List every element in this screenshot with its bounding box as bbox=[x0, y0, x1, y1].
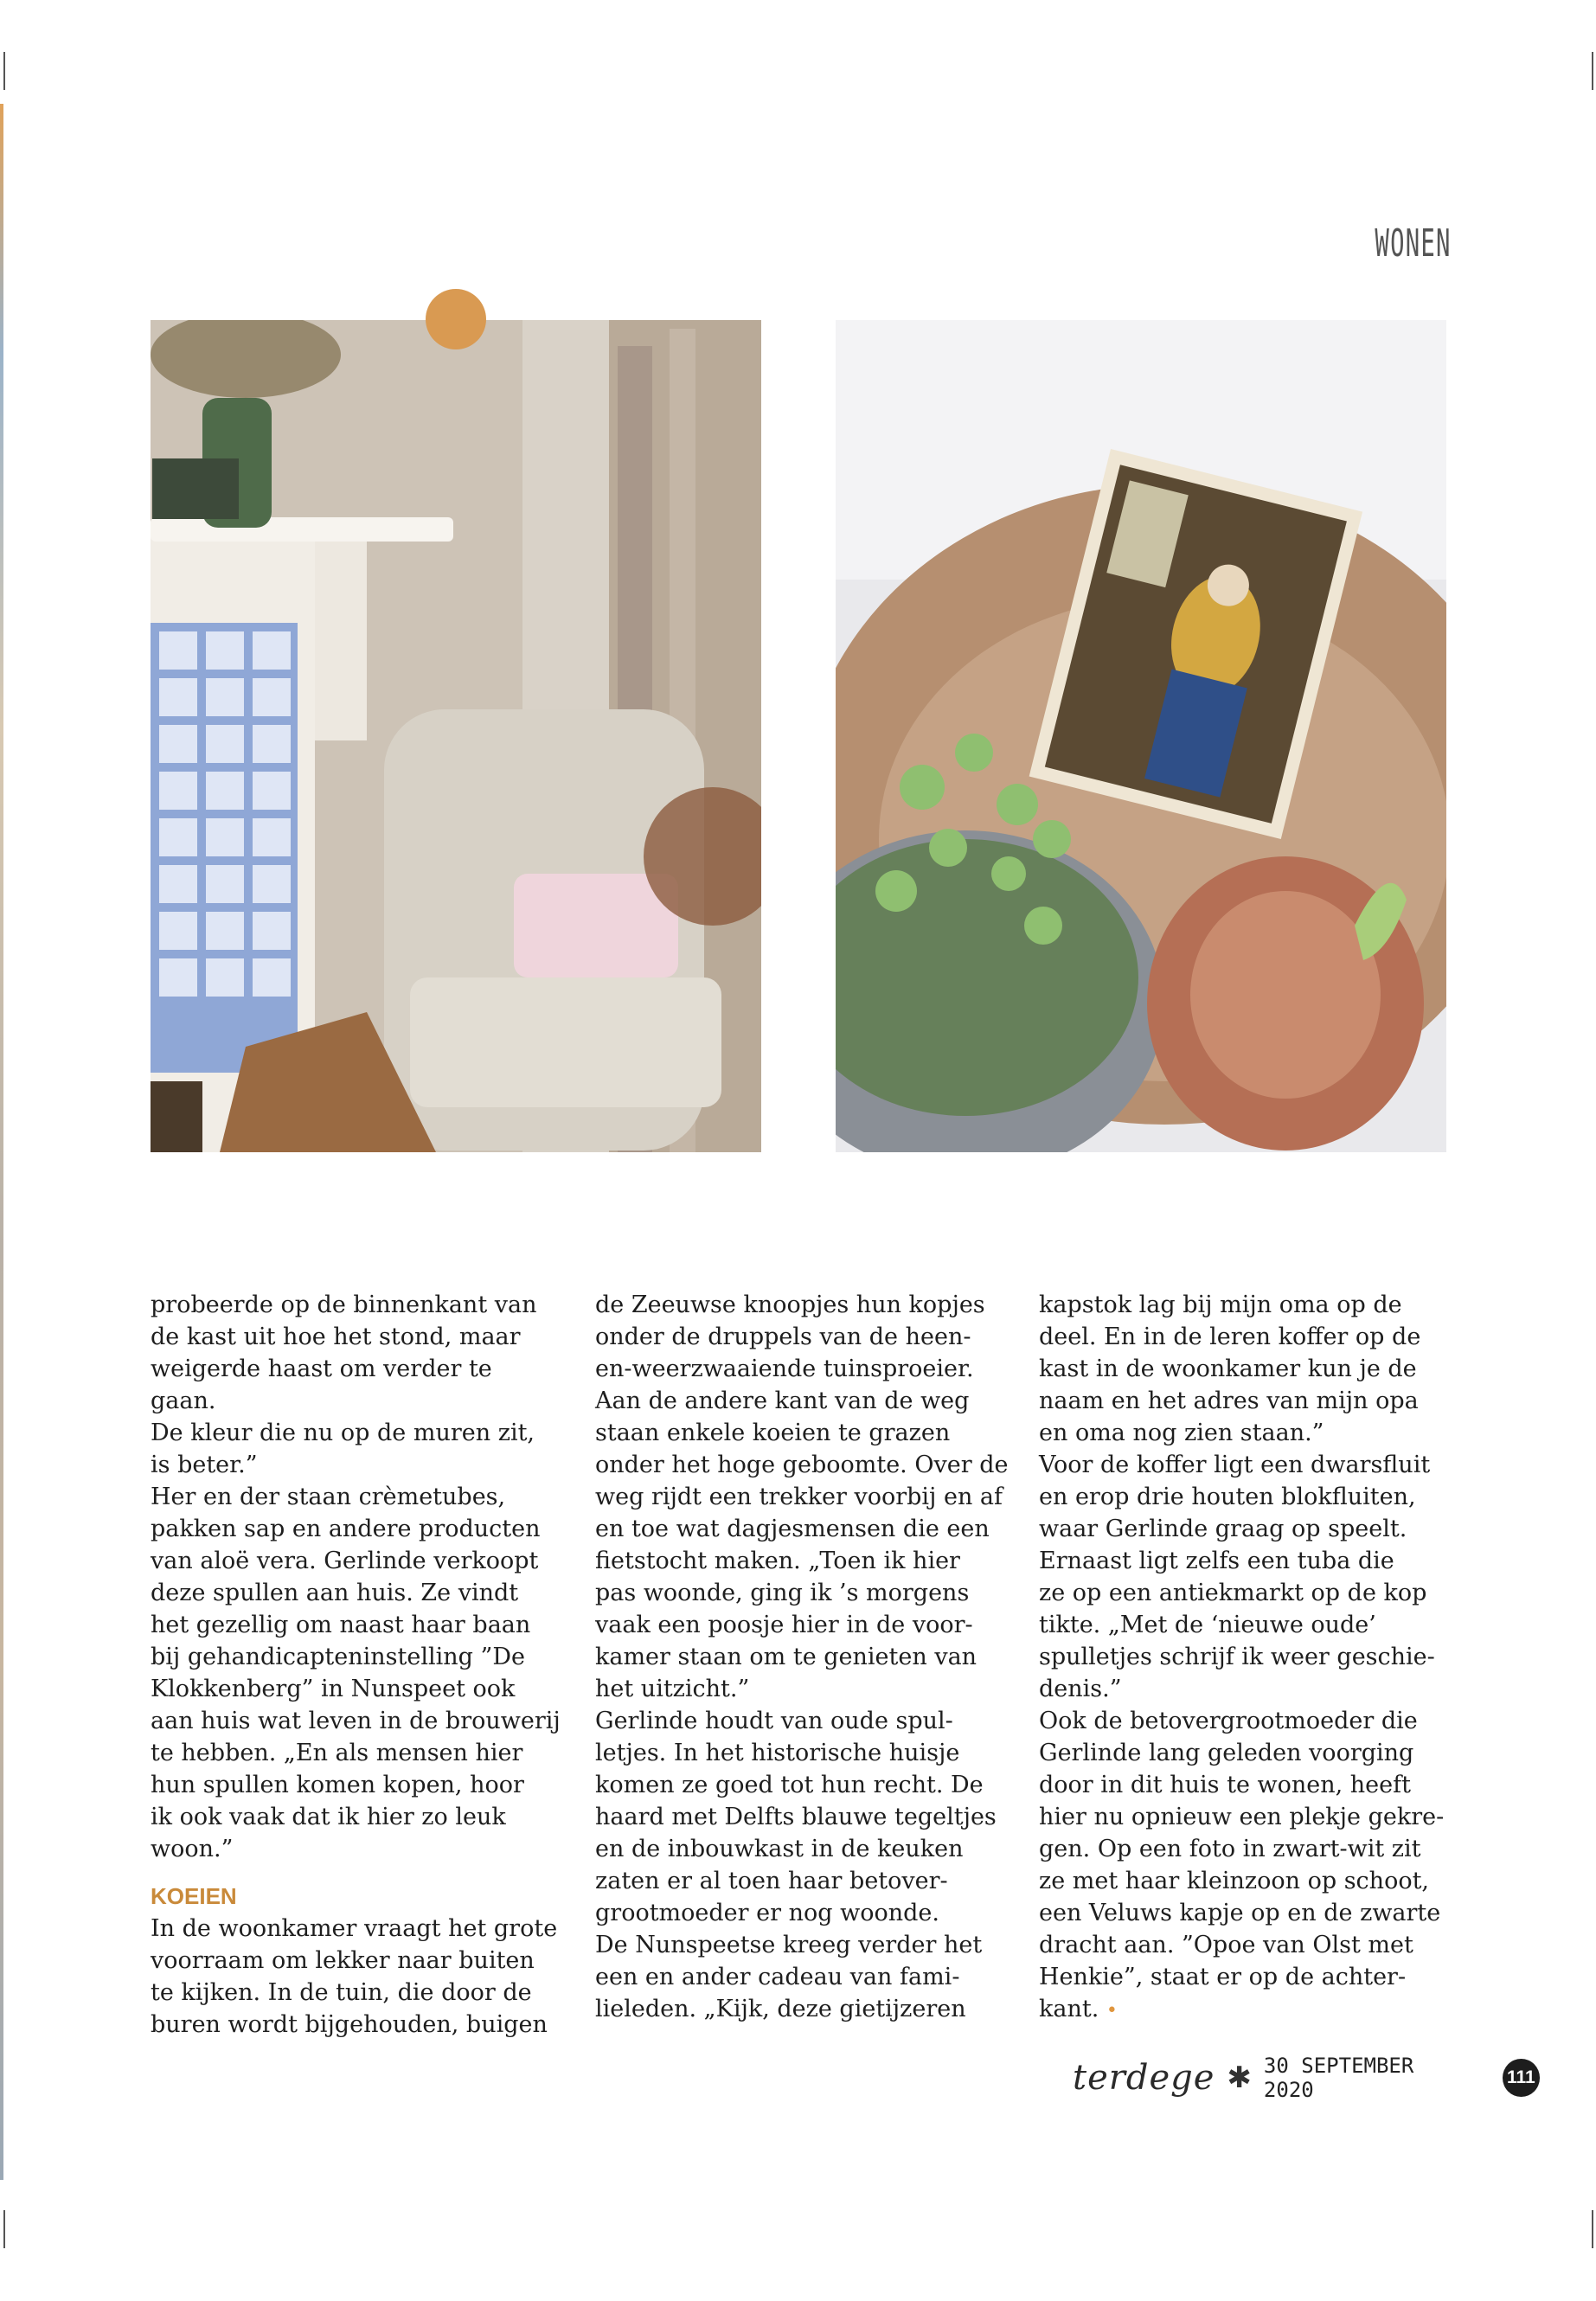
separator-star-icon: ✱ bbox=[1227, 2061, 1252, 2095]
section-label: WONEN bbox=[1375, 221, 1452, 266]
column-2-paragraphs: de Zeeuwse knoopjes hun kopjes onder de druppels van de heen- en-weerzwaaiende tuinsproeier. Aan de andere kant van de weg staan enkele koeien te grazen onder het hoge geboomte. Over de weg rijdt een trekker voorbij en af en toe wat dagjesmensen die een fietstocht maken. „Toen ik hier pas woonde, ging ik ’s morgens vaak een poosje hier in de voor- kamer staan om te genieten van het uitzicht.” Gerlinde houdt van oude spul- letjes. In het historische huisje komen ze goed tot hun recht. De haard met Delfts blauwe tegeltjes en de inbouwkast in de keuken zaten er al toen haar betover- grootmoeder er nog woonde. De Nunspeetse kreeg verder het een en ander cadeau van fami- lieleden. „Kijk, deze gietijzeren bbox=[595, 1292, 1009, 2022]
crop-mark-top-left bbox=[3, 52, 5, 90]
page-edge-strip bbox=[0, 104, 3, 2180]
crop-mark-bottom-left bbox=[3, 2210, 5, 2248]
crop-mark-top-right bbox=[1592, 52, 1593, 90]
issue-date: 30 SEPTEMBER 2020 bbox=[1263, 2054, 1414, 2102]
article-column-3 bbox=[1039, 1289, 1452, 2027]
magazine-logo: terdege bbox=[1073, 2058, 1215, 2098]
accent-dot bbox=[426, 289, 486, 349]
column-3-paragraphs bbox=[1039, 1289, 1452, 2027]
article-column-1 bbox=[151, 1289, 564, 2041]
page-footer bbox=[1073, 2052, 1540, 2104]
article-column-2 bbox=[595, 1289, 1009, 2025]
end-mark: • bbox=[1106, 2000, 1118, 2022]
subheading-koeien: KOEIEN bbox=[151, 1883, 237, 1909]
column-1-paragraph-after-subheading: In de woonkamer vraagt het grote voorraam om lekker naar buiten te kijken. In de tuin, die door de buren wordt bijgehouden, buigen bbox=[151, 1915, 558, 2038]
photo-bowl-succulents bbox=[836, 320, 1446, 1152]
column-3-text: kapstok lag bij mijn oma op de deel. En in de leren koffer op de kast in de woonkamer kun je de naam en het adres van mijn opa en oma nog zien staan.” Voor de koffer ligt een dwarsfluit en erop drie houten blokfluiten, waar Gerlinde graag op speelt. Ernaast ligt zelfs een tuba die ze op een antiekmarkt op de kop tikte. „Met de ‘nieuwe oude’ spulletjes schrijf ik weer geschie- denis.” Ook de betovergrootmoeder die Gerlinde lang geleden voorging door in dit huis te wonen, heeft hier nu opnieuw een plekje gekre- gen. Op een foto in zwart-wit zit ze met haar kleinzoon op schoot, een Veluws kapje op en de zwarte dracht aan. ”Opoe van Olst met Henkie”, staat er op de achter- kant. bbox=[1039, 1292, 1445, 2022]
page-number-badge: 111 bbox=[1503, 2059, 1540, 2097]
photo-armchair-fireplace bbox=[151, 320, 761, 1152]
crop-mark-bottom-right bbox=[1592, 2210, 1593, 2248]
column-1-paragraphs: probeerde op de binnenkant van de kast uit hoe het stond, maar weigerde haast om verder te gaan. De kleur die nu op de muren zit, is beter.” Her en der staan crèmetubes, pakken sap en andere producten van aloë vera. Gerlinde verkoopt deze spullen aan huis. Ze vindt het gezellig om naast haar baan bij gehandicapteninstelling ”De Klokkenberg” in Nunspeet ook aan huis wat leven in de brouwerij te hebben. „En als mensen hier hun spullen komen kopen, hoor ik ook vaak dat ik hier zo leuk woon.” bbox=[151, 1292, 561, 1862]
